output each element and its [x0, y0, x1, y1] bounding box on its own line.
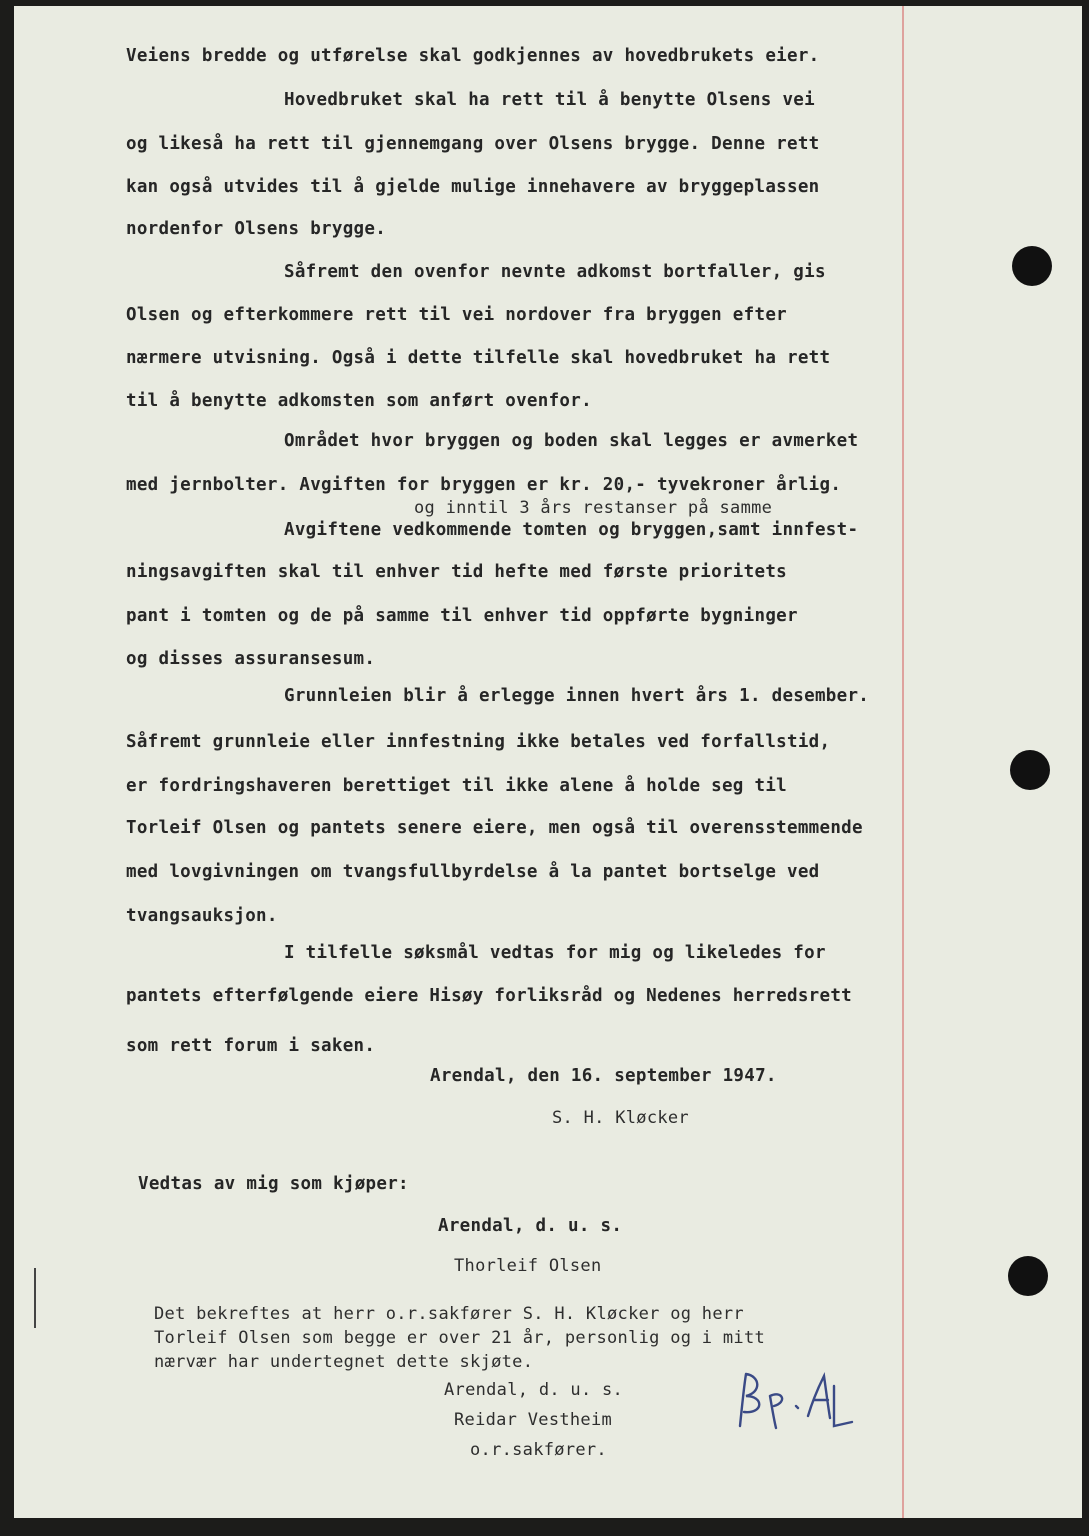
- text-line: Veiens bredde og utførelse skal godkjennes av hovedbrukets eier.: [126, 46, 820, 66]
- place-date-line: Arendal, d. u. s.: [438, 1216, 623, 1236]
- text-line: Området hvor bryggen og boden skal legges er avmerket: [284, 431, 859, 451]
- text-line: med lovgivningen om tvangsfullbyrdelse å la pantet bortselge ved: [126, 862, 820, 882]
- text-line: pantets efterfølgende eiere Hisøy forliksråd og Nedenes herredsrett: [126, 986, 853, 1006]
- attestation-line: Det bekreftes at herr o.r.sakfører S. H. Kløcker og herr: [154, 1304, 744, 1324]
- text-line: ningsavgiften skal til enhver tid hefte med første prioritets: [126, 562, 787, 582]
- handwritten-initials-icon: [730, 1366, 860, 1438]
- place-date-line: Arendal, d. u. s.: [444, 1380, 624, 1400]
- text-line: Grunnleien blir å erlegge innen hvert års 1. desember.: [284, 686, 870, 706]
- text-line: Torleif Olsen og pantets senere eiere, men også til overensstemmende: [126, 818, 863, 838]
- title-line: o.r.sakfører.: [470, 1440, 607, 1460]
- insert-line: og inntil 3 års restanser på samme: [414, 498, 773, 518]
- scan-edge-mark: [34, 1268, 36, 1328]
- text-line: Såfremt den ovenfor nevnte adkomst bortfaller, gis: [284, 262, 826, 282]
- text-line: pant i tomten og de på samme til enhver tid oppførte bygninger: [126, 606, 798, 626]
- margin-line: [902, 6, 904, 1518]
- signature-kloecker: S. H. Kløcker: [552, 1108, 689, 1128]
- text-line: Olsen og efterkommere rett til vei nordover fra bryggen efter: [126, 305, 787, 325]
- text-line: kan også utvides til å gjelde mulige innehavere av bryggeplassen: [126, 177, 820, 197]
- attestation-line: Torleif Olsen som begge er over 21 år, personlig og i mitt: [154, 1328, 766, 1348]
- text-line: Hovedbruket skal ha rett til å benytte Olsens vei: [284, 90, 815, 110]
- text-line: med jernbolter. Avgiften for bryggen er kr. 20,- tyvekroner årlig.: [126, 475, 842, 495]
- text-line: I tilfelle søksmål vedtas for mig og likeledes for: [284, 943, 826, 963]
- text-line: tvangsauksjon.: [126, 906, 278, 926]
- buyer-acceptance: Vedtas av mig som kjøper:: [138, 1174, 409, 1194]
- attestation-line: nærvær har undertegnet dette skjøte.: [154, 1352, 534, 1372]
- text-line: til å benytte adkomsten som anført ovenfor.: [126, 391, 592, 411]
- punch-hole-icon: [1010, 750, 1050, 790]
- text-line: og likeså ha rett til gjennemgang over Olsens brygge. Denne rett: [126, 134, 820, 154]
- text-line: Avgiftene vedkommende tomten og bryggen,samt innfest-: [284, 520, 859, 540]
- punch-hole-icon: [1012, 246, 1052, 286]
- document-page: [14, 6, 1082, 1518]
- text-line: nordenfor Olsens brygge.: [126, 219, 387, 239]
- date-line: Arendal, den 16. september 1947.: [430, 1066, 777, 1086]
- text-line: Såfremt grunnleie eller innfestning ikke betales ved forfallstid,: [126, 732, 831, 752]
- text-line: nærmere utvisning. Også i dette tilfelle skal hovedbruket ha rett: [126, 348, 831, 368]
- punch-hole-icon: [1008, 1256, 1048, 1296]
- signature-vestheim: Reidar Vestheim: [454, 1410, 613, 1430]
- text-line: og disses assuransesum.: [126, 649, 376, 669]
- signature-olsen: Thorleif Olsen: [454, 1256, 602, 1276]
- text-line: er fordringshaveren berettiget til ikke alene å holde seg til: [126, 776, 787, 796]
- text-line: som rett forum i saken.: [126, 1036, 376, 1056]
